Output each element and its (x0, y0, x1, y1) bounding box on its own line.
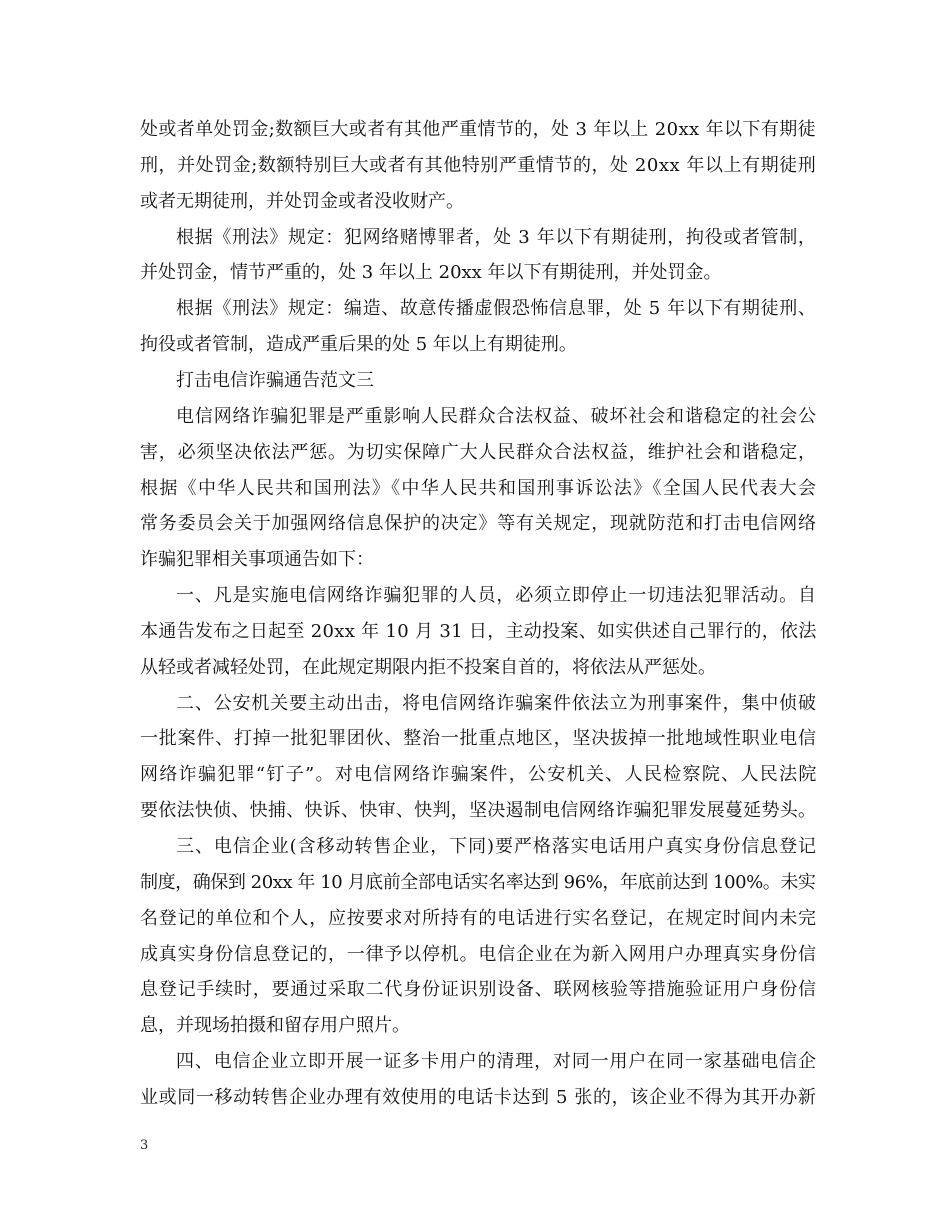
text-line: 常务委员会关于加强网络信息保护的决定》等有关规定，现就防范和打击电信网络 (140, 513, 817, 535)
text-line: 并处罚金，情节严重的，处 3 年以上 20xx 年以下有期徒刑，并处罚金。 (140, 262, 722, 284)
text-line: 成真实身份信息登记的，一律予以停机。电信企业在为新入网用户办理真实身份信 (140, 943, 817, 965)
text-line: 四、电信企业立即开展一证多卡用户的清理，对同一用户在同一家基础电信企 (176, 1051, 817, 1073)
text-line: 名登记的单位和个人，应按要求对所持有的电话进行实名登记，在规定时间内未完 (140, 907, 817, 929)
text-line: 刑，并处罚金;数额特别巨大或者有其他特别严重情节的，处 20xx 年以上有期徒刑 (140, 154, 817, 176)
text-line: 一批案件、打掉一批犯罪团伙、整治一批重点地区，坚决拔掉一批地域性职业电信 (140, 728, 817, 750)
text-line: 息，并现场拍摄和留存用户照片。 (140, 1015, 410, 1037)
page-number: 3 (140, 1138, 149, 1153)
text-line: 从轻或者减轻处罚，在此规定期限内拒不投案自首的，将依法从严惩处。 (140, 656, 716, 678)
text-line: 息登记手续时，要通过采取二代身份证识别设备、联网核验等措施验证用户身份信 (140, 979, 817, 1001)
text-line: 要依法快侦、快捕、快诉、快审、快判，坚决遏制电信网络诈骗犯罪发展蔓延势头。 (140, 800, 817, 822)
text-line: 三、电信企业(含移动转售企业，下同)要严格落实电话用户真实身份信息登记 (176, 836, 817, 857)
text-line: 处或者单处罚金;数额巨大或者有其他严重情节的，处 3 年以上 20xx 年以下有期徒 (140, 119, 816, 140)
text-line: 或者无期徒刑，并处罚金或者没收财产。 (140, 190, 464, 212)
text-line: 害，必须坚决依法严惩。为切实保障广大人民群众合法权益，维护社会和谐稳定， (140, 441, 817, 463)
text-line: 制度，确保到 20xx 年 10 月底前全部电话实名率达到 96%，年底前达到 100%。未实 (140, 871, 816, 893)
text-line: 业或同一移动转售企业办理有效使用的电话卡达到 5 张的，该企业不得为其开办新 (140, 1086, 817, 1108)
text-line: 打击电信诈骗通告范文三 (176, 369, 374, 391)
text-line: 本通告发布之日起至 20xx 年 10 月 31 日，主动投案、如实供述自己罪行的，依法 (140, 620, 817, 642)
text-line: 电信网络诈骗犯罪是严重影响人民群众合法权益、破坏社会和谐稳定的社会公 (176, 405, 817, 427)
text-line: 拘役或者管制，造成严重后果的处 5 年以上有期徒刑。 (140, 334, 577, 356)
text-line: 根据《刑法》规定：编造、故意传播虚假恐怖信息罪，处 5 年以下有期徒刑、 (176, 298, 817, 320)
text-line: 诈骗犯罪相关事项通告如下： (140, 549, 374, 571)
text-line: 网络诈骗犯罪“钉子”。对电信网络诈骗案件，公安机关、人民检察院、人民法院 (140, 764, 818, 786)
text-line: 根据《刑法》规定：犯网络赌博罪者，处 3 年以下有期徒刑，拘役或者管制， (176, 226, 817, 248)
text-line: 二、公安机关要主动出击，将电信网络诈骗案件依法立为刑事案件，集中侦破 (176, 692, 817, 714)
text-line: 根据《中华人民共和国刑法》《中华人民共和国刑事诉讼法》《全国人民代表大会 (140, 477, 818, 499)
text-line: 一、凡是实施电信网络诈骗犯罪的人员，必须立即停止一切违法犯罪活动。自 (176, 585, 817, 607)
